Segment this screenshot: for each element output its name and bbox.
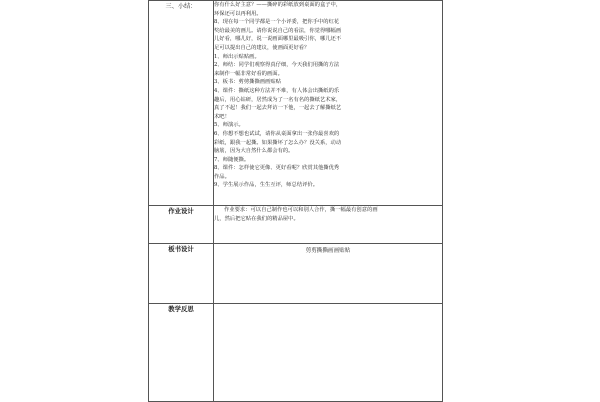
summary-line: 作品。 (214, 173, 230, 180)
summary-line: 1、师出示贴贴画。 (214, 53, 260, 60)
summary-line: 真了不起！我们一起去拜访一下他，一起去了解撕纸艺 (214, 105, 342, 112)
summary-line: 6、你想不想也试试，请你从桌面拿出一张你最喜欢的 (214, 130, 340, 137)
homework-label: 作业设计 (149, 206, 214, 244)
summary-content (214, 1, 443, 206)
summary-line: 你有什么好主意？——撕碎的彩纸放到桌面的盒子中， (214, 2, 342, 8)
homework-row (149, 206, 443, 244)
summary-line: 彩纸，跟我一起撕。如果撕坏了怎么办？没关系，动动 (214, 139, 342, 146)
homework-line: 儿，然后把它贴在我们的精品屋中。 (214, 215, 299, 222)
summary-line: 4、课件：撕纸这种方法并不难，有人体会出撕纸的乐 (214, 87, 340, 94)
summary-row (149, 1, 443, 206)
summary-line: 8、课件：怎样使它更像、更好看呢？欣赏其他撕优秀 (214, 165, 340, 172)
reflection-label: 教学反思 (149, 304, 214, 402)
homework-content (214, 206, 443, 244)
reflection-content (214, 304, 443, 402)
board-label: 板书设计 (149, 244, 214, 304)
summary-line: 2、师结：同学们观察得真仔细，今天我们用撕的方法 (214, 62, 340, 69)
summary-line: 5、师演示。 (214, 122, 244, 129)
summary-line: 术吧！ (214, 113, 230, 120)
summary-line: 9、学生展示作品，生生互评，师总结评价。 (214, 182, 319, 189)
reflection-row (149, 304, 443, 402)
summary-line: 奖给最美的画儿。请你说说自己的看法，你觉得哪幅画 (214, 27, 342, 34)
summary-line: 3、板书：剪剪撕撕画画贴贴 (214, 79, 281, 86)
summary-line: 脑筋，因为大自然什么都会有的。 (214, 148, 294, 155)
homework-line: 作业要求：可以自己制作也可以和别人合作，撕一幅最有创意的画 (224, 207, 378, 213)
lesson-plan-table (148, 0, 443, 402)
board-row (149, 244, 443, 304)
board-title: 剪剪撕撕画画贴贴 (305, 248, 351, 254)
summary-line: 儿好看，哪儿好，说一说画面哪里最吸引你，哪儿还不 (214, 36, 342, 43)
summary-line: 趣后，用心钻研，居然成为了一名有名的撕纸艺术家， (214, 96, 342, 103)
summary-line: 环保还可以再利用。 (214, 10, 262, 17)
summary-label: 三、小结： (149, 1, 214, 206)
summary-line: 足可以提出自己的建议，使画面更好看？ (214, 44, 310, 51)
summary-line: 8、现在每一个同学都是一个小评委，把你手中的红花 (214, 19, 340, 26)
board-content (214, 244, 443, 304)
summary-line: 来制作一幅非常好看的画面。 (214, 70, 283, 77)
summary-line: 7、师随便撕。 (214, 156, 250, 163)
